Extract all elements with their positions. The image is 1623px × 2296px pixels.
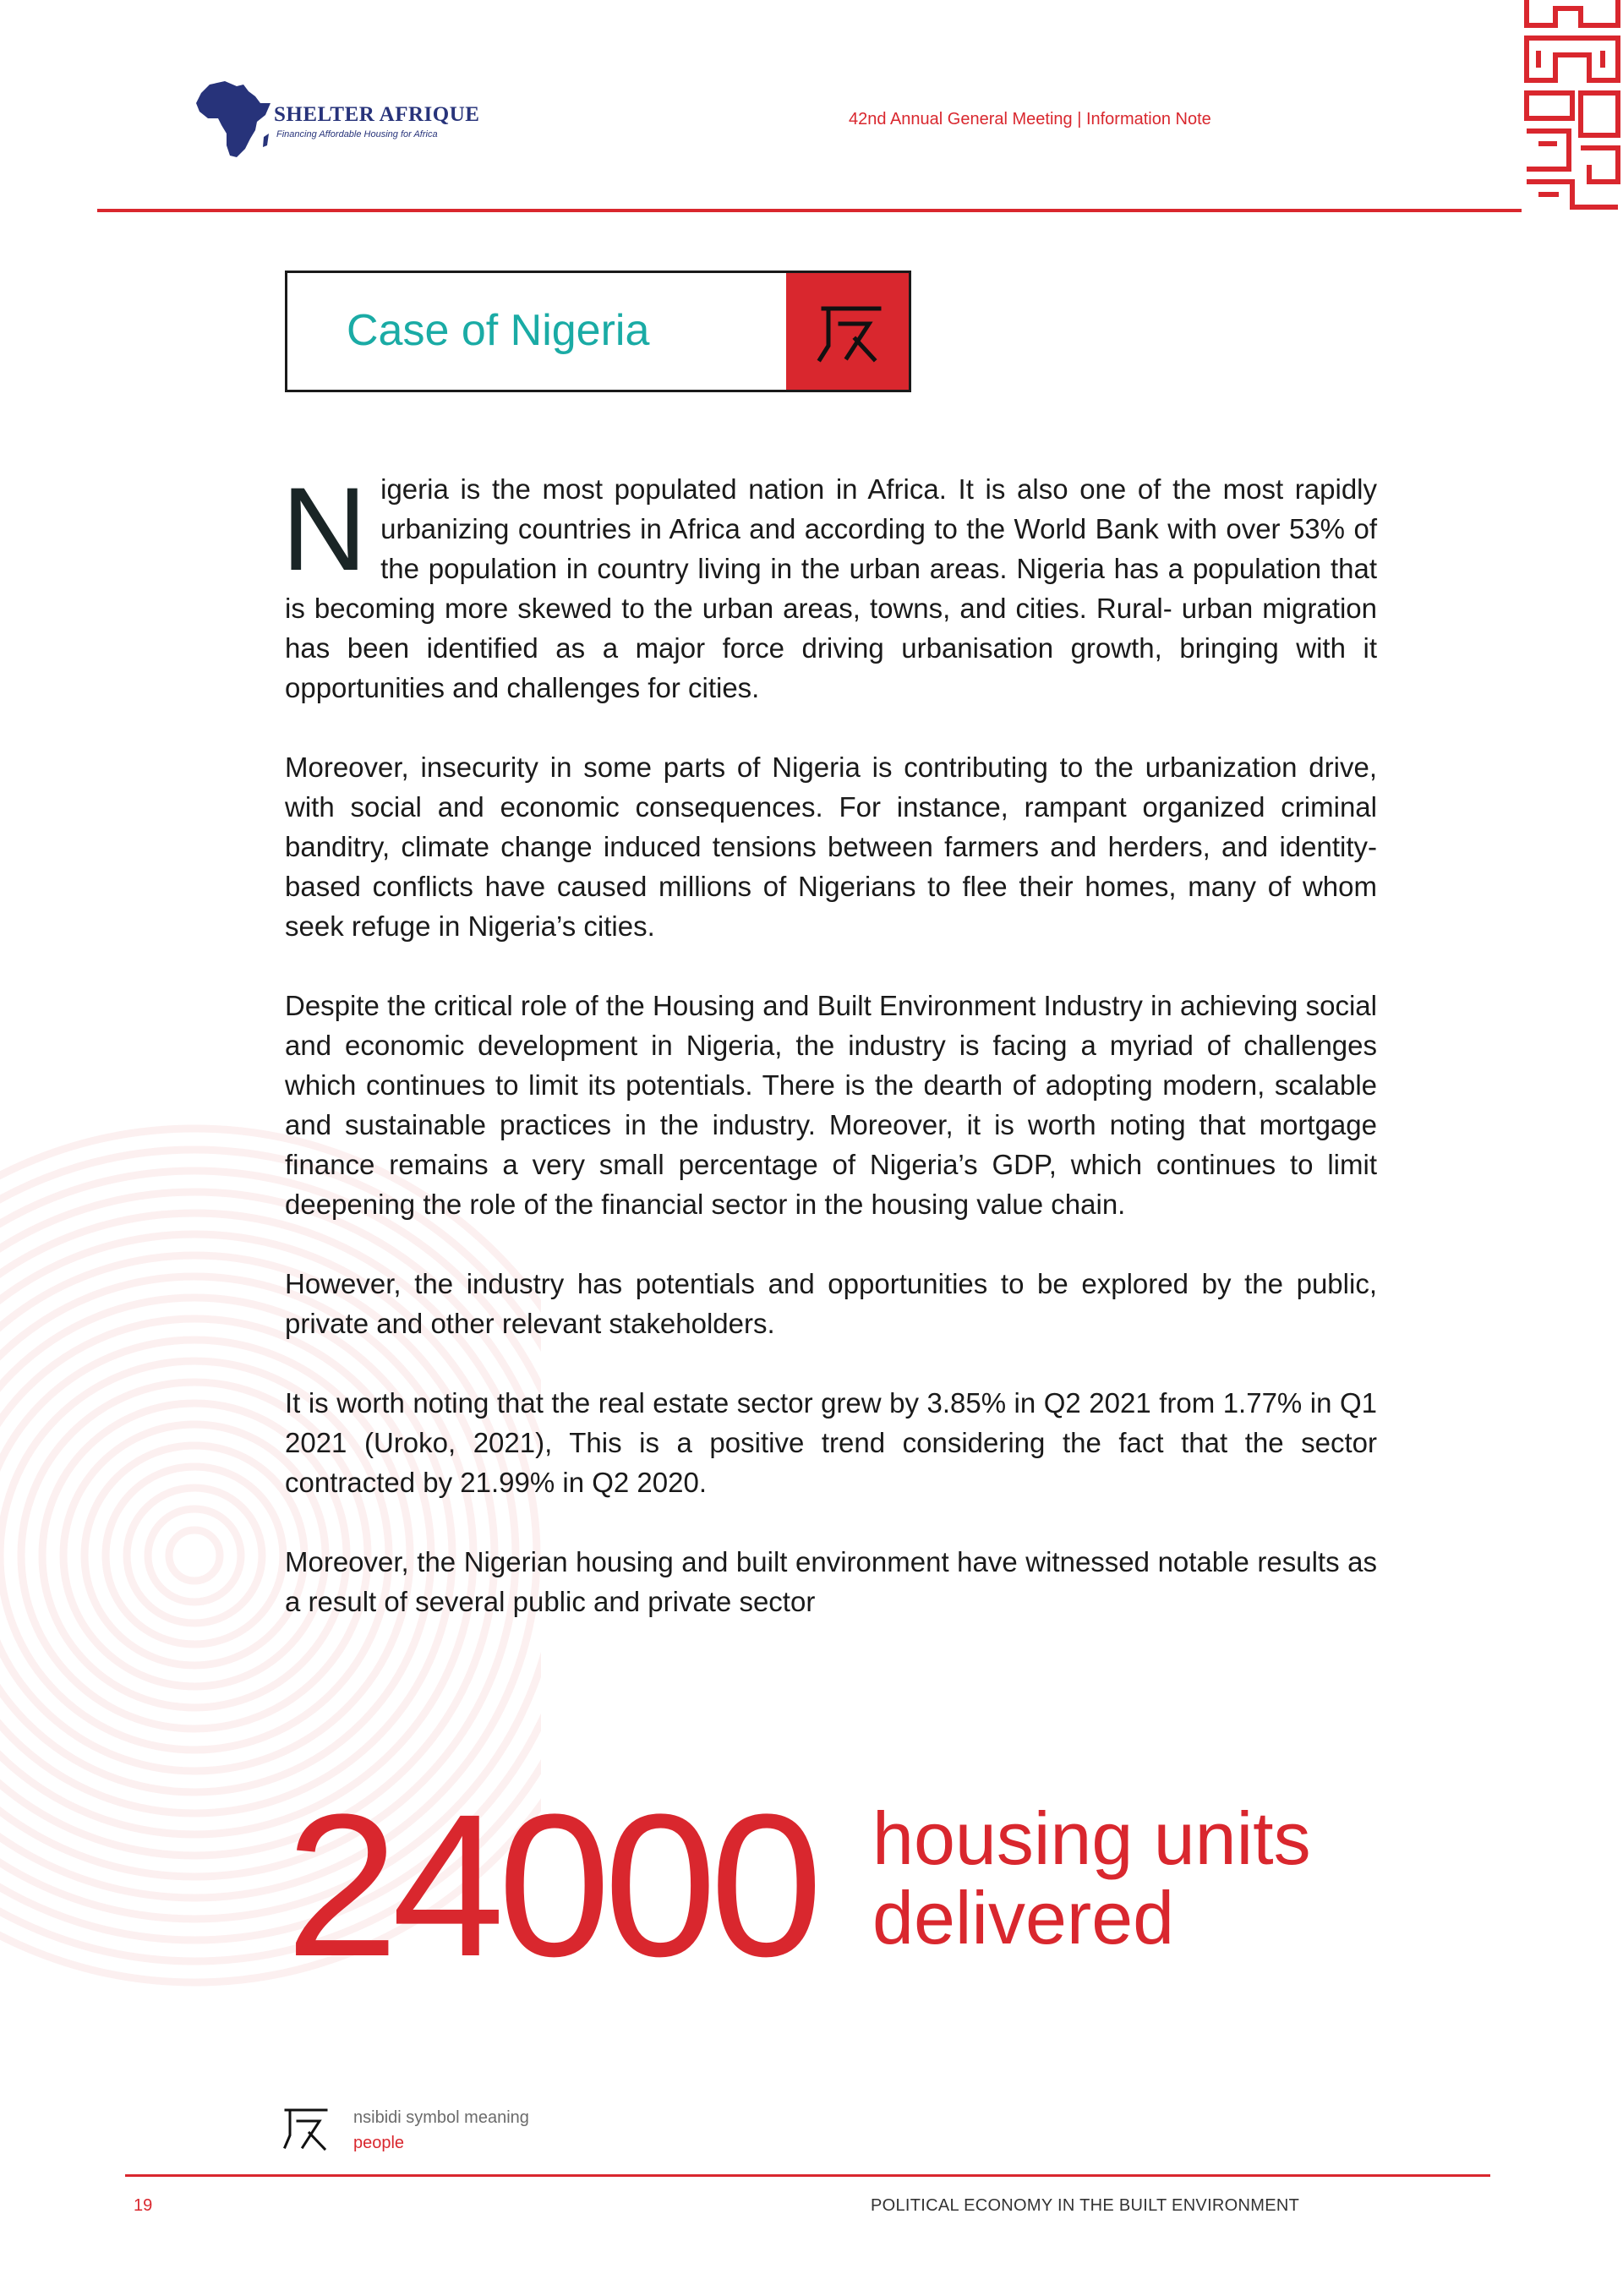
logo-name: SHELTER AFRIQUE bbox=[274, 103, 480, 126]
section-title: Case of Nigeria bbox=[347, 306, 650, 355]
paragraph-1 bbox=[281, 462, 1377, 708]
nsibidi-corner-pattern bbox=[1522, 0, 1623, 211]
paragraph-3: Despite the critical role of the Housing and Built Environment Industry in achieving social and economic development in Nigeria, the industry is facing a myriad of challenges which continues to limit its potentials. There is the dearth of adopting modern, scalable and sustainable practices in the industry. Moreover, it is worth noting that mortgage finance remains a very small percentage of Nigeria’s GDP, which continues to limit deepening the role of the financial sector in the housing value chain. bbox=[285, 990, 1377, 1220]
stat-number: 24000 bbox=[286, 1772, 817, 1998]
paragraph-5: It is worth noting that the real estate sector grew by 3.85% in Q2 2021 from 1.77% in Q1 2021 (Uroko, 2021), This is a positive trend considering the fact that the sector contracted by 21.99% in Q2 2020. bbox=[285, 1387, 1377, 1498]
stat-label bbox=[872, 1796, 1311, 1960]
symbol-caption-line-1: nsibidi symbol meaning bbox=[353, 2108, 529, 2127]
people-symbol-icon bbox=[282, 2105, 330, 2152]
stat-label-line-1: housing units bbox=[872, 1796, 1311, 1880]
paragraph-6: Moreover, the Nigerian housing and built environment have witnessed notable results as a result of several public and private sector bbox=[285, 1546, 1377, 1617]
symbol-caption-line-2: people bbox=[353, 2134, 405, 2152]
drop-cap: N bbox=[281, 462, 368, 595]
shelter-afrique-logo bbox=[193, 78, 548, 162]
paragraph-2: Moreover, insecurity in some parts of Nigeria is contributing to the urbanization drive, with social and economic consequences. For instance, rampant organized criminal banditry, climate change induced tensions between farmers and herders, and identity-based conflicts have caused millions of Nigerians to flee their homes, many of whom seek refuge in Nigeria’s cities. bbox=[285, 752, 1377, 942]
page-number: 19 bbox=[134, 2196, 153, 2215]
header-note: 42nd Annual General Meeting | Information Note bbox=[849, 110, 1211, 128]
title-symbol-panel bbox=[786, 273, 909, 390]
paragraph-4: However, the industry has potentials and opportunities to be explored by the public, private and other relevant stakeholders. bbox=[285, 1268, 1377, 1339]
paragraph-1-text: igeria is the most populated nation in Africa. It is also one of the most rapidly urbanizing countries in Africa and according to the World Bank with over 53% of the population in country living in the urban areas. Nigeria has a population that is becoming more skewed to the urban areas, towns, and cities. Rural- urban migration has been identified as a major force driving urbanisation growth, bringing with it opportunities and challenges for cities. bbox=[285, 473, 1377, 703]
logo-tagline: Financing Affordable Housing for Africa bbox=[276, 129, 438, 139]
footer-title: POLITICAL ECONOMY IN THE BUILT ENVIRONMENT bbox=[871, 2196, 1300, 2215]
footer-divider bbox=[125, 2174, 1490, 2177]
header-divider bbox=[97, 209, 1522, 212]
stat-label-line-2: delivered bbox=[872, 1876, 1175, 1960]
article-body bbox=[281, 462, 1377, 1621]
symbol-caption bbox=[353, 2105, 529, 2156]
people-symbol-icon bbox=[786, 273, 909, 390]
africa-map-icon bbox=[193, 78, 273, 162]
section-title-box bbox=[285, 271, 911, 392]
